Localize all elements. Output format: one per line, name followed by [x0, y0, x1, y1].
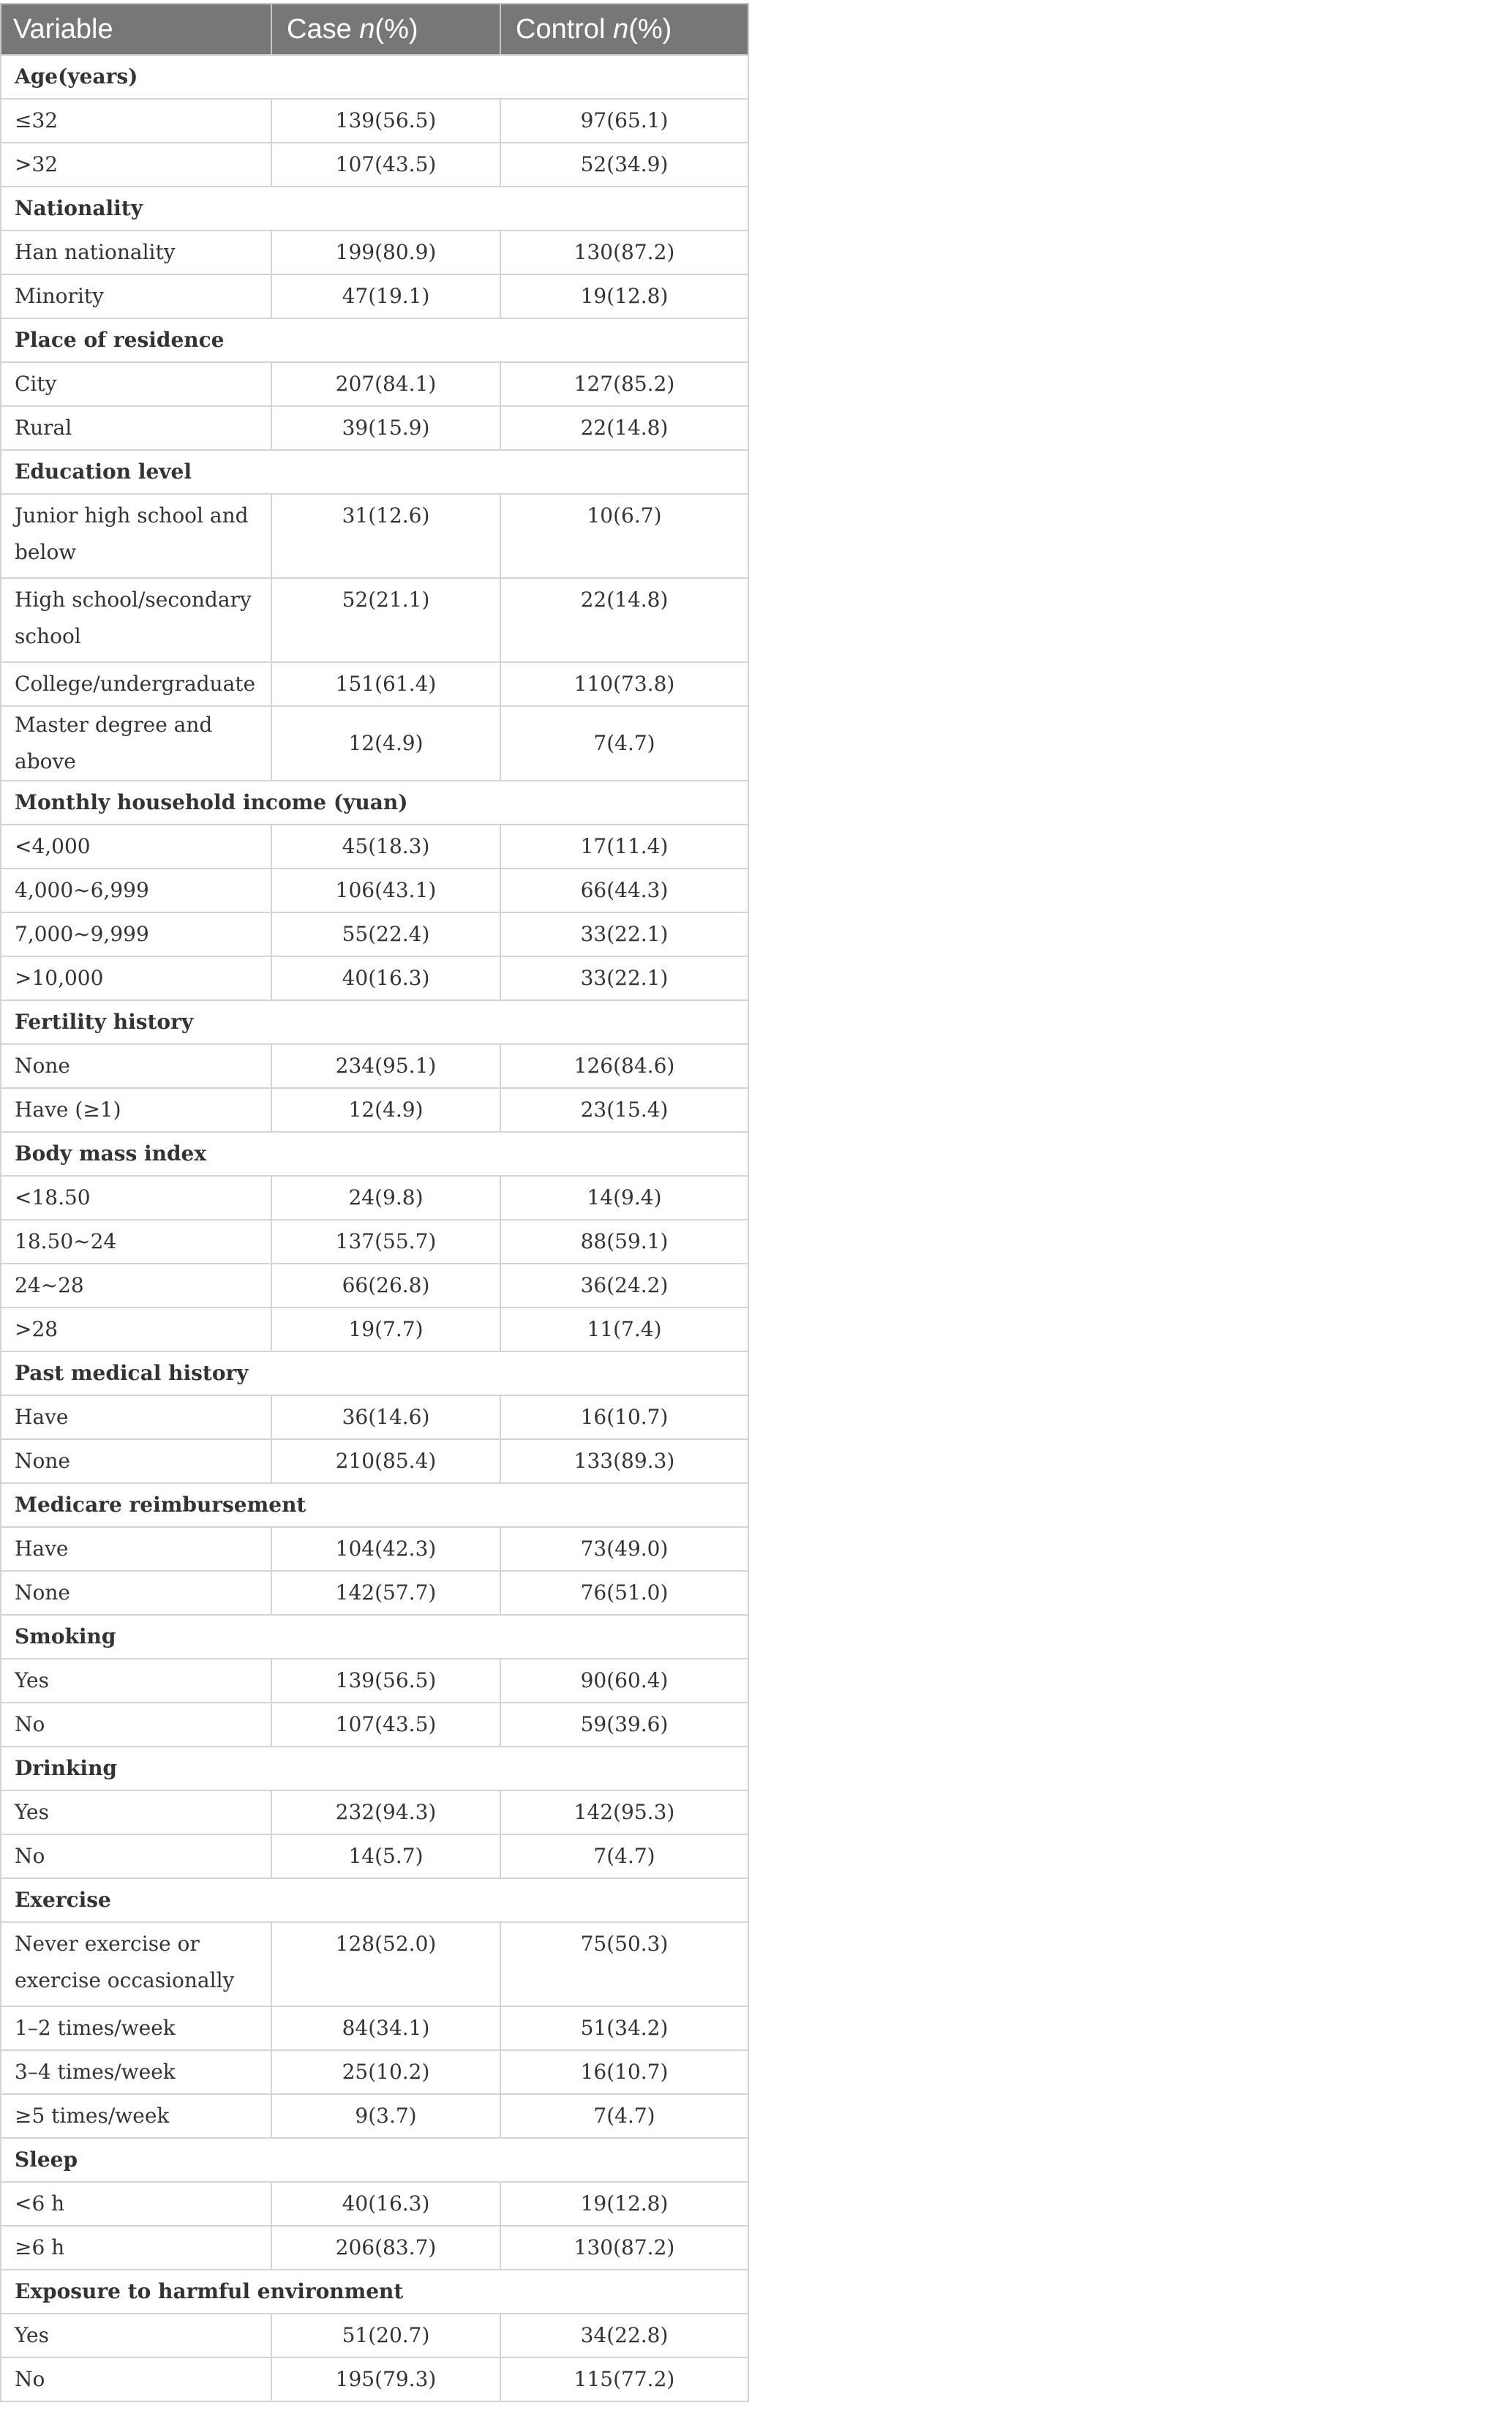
group-header-row — [1, 1132, 748, 1176]
control-cell: 73(49.0) — [500, 1527, 748, 1571]
variable-cell: No — [1, 2357, 271, 2401]
variable-cell: Yes — [1, 1659, 271, 1703]
table-row — [1, 578, 748, 662]
variable-cell: No — [1, 1703, 271, 1747]
control-cell: 36(24.2) — [500, 1264, 748, 1308]
case-cell: 24(9.8) — [271, 1176, 500, 1220]
header-control — [500, 4, 748, 55]
control-cell: 14(9.4) — [500, 1176, 748, 1220]
case-cell: 207(84.1) — [271, 362, 500, 406]
table-row — [1, 869, 748, 912]
table-row — [1, 143, 748, 187]
table-row — [1, 2357, 748, 2401]
header-case-n: n — [359, 13, 375, 45]
case-cell: 52(21.1) — [271, 578, 500, 662]
case-cell: 12(4.9) — [271, 1088, 500, 1132]
group-header-row — [1, 2270, 748, 2314]
control-cell: 7(4.7) — [500, 1834, 748, 1878]
variable-cell: College/undergraduate — [1, 662, 271, 706]
case-cell: 66(26.8) — [271, 1264, 500, 1308]
table-row — [1, 230, 748, 274]
control-cell: 52(34.9) — [500, 143, 748, 187]
header-control-pct: (%) — [628, 13, 672, 45]
control-cell: 51(34.2) — [500, 2006, 748, 2050]
group-header-row — [1, 2138, 748, 2182]
control-cell: 110(73.8) — [500, 662, 748, 706]
group-header-row — [1, 1747, 748, 1790]
control-cell: 7(4.7) — [500, 2094, 748, 2138]
table-row — [1, 1527, 748, 1571]
table-row — [1, 1659, 748, 1703]
case-cell: 142(57.7) — [271, 1571, 500, 1615]
control-cell: 130(87.2) — [500, 230, 748, 274]
variable-cell: Rural — [1, 406, 271, 450]
case-cell: 84(34.1) — [271, 2006, 500, 2050]
group-header-row — [1, 1351, 748, 1395]
case-cell: 14(5.7) — [271, 1834, 500, 1878]
table-row — [1, 1834, 748, 1878]
case-cell: 36(14.6) — [271, 1395, 500, 1439]
control-cell: 127(85.2) — [500, 362, 748, 406]
control-cell: 33(22.1) — [500, 956, 748, 1000]
case-cell: 47(19.1) — [271, 274, 500, 318]
case-cell: 39(15.9) — [271, 406, 500, 450]
control-cell: 17(11.4) — [500, 825, 748, 869]
group-header-row — [1, 318, 748, 362]
variable-cell: Have — [1, 1527, 271, 1571]
variable-cell: No — [1, 1834, 271, 1878]
control-cell: 76(51.0) — [500, 1571, 748, 1615]
case-cell: 139(56.5) — [271, 99, 500, 143]
control-cell: 19(12.8) — [500, 274, 748, 318]
control-cell: 22(14.8) — [500, 578, 748, 662]
control-cell: 23(15.4) — [500, 1088, 748, 1132]
control-cell: 142(95.3) — [500, 1790, 748, 1834]
group-header-row — [1, 1000, 748, 1044]
variable-cell: >28 — [1, 1308, 271, 1351]
control-cell: 126(84.6) — [500, 1044, 748, 1088]
group-title: Medicare reimbursement — [1, 1483, 748, 1527]
case-cell: 232(94.3) — [271, 1790, 500, 1834]
case-cell: 9(3.7) — [271, 2094, 500, 2138]
control-cell: 10(6.7) — [500, 494, 748, 578]
variable-cell: >32 — [1, 143, 271, 187]
control-cell: 22(14.8) — [500, 406, 748, 450]
data-table — [0, 3, 749, 2402]
case-cell: 31(12.6) — [271, 494, 500, 578]
case-cell: 139(56.5) — [271, 1659, 500, 1703]
header-case-label: Case — [287, 13, 360, 45]
variable-cell: 18.50~24 — [1, 1220, 271, 1264]
case-cell: 195(79.3) — [271, 2357, 500, 2401]
table-row — [1, 362, 748, 406]
case-cell: 206(83.7) — [271, 2226, 500, 2270]
header-variable: Variable — [1, 4, 271, 55]
table-row — [1, 2182, 748, 2226]
variable-cell: None — [1, 1044, 271, 1088]
group-title: Drinking — [1, 1747, 748, 1790]
case-cell: 128(52.0) — [271, 1922, 500, 2006]
case-cell: 107(43.5) — [271, 1703, 500, 1747]
case-cell: 106(43.1) — [271, 869, 500, 912]
table-row — [1, 2094, 748, 2138]
table-row — [1, 406, 748, 450]
group-title: Sleep — [1, 2138, 748, 2182]
group-title: Age(years) — [1, 55, 748, 99]
case-cell: 40(16.3) — [271, 956, 500, 1000]
table-row — [1, 1044, 748, 1088]
variable-cell: None — [1, 1439, 271, 1483]
header-case-pct: (%) — [375, 13, 418, 45]
table-row — [1, 1220, 748, 1264]
table-row — [1, 1176, 748, 1220]
group-header-row — [1, 1615, 748, 1659]
case-cell: 45(18.3) — [271, 825, 500, 869]
table-row — [1, 494, 748, 578]
variable-cell: Han nationality — [1, 230, 271, 274]
header-control-n: n — [613, 13, 629, 45]
header-row — [1, 4, 748, 55]
variable-cell: Yes — [1, 2314, 271, 2357]
variable-cell: Junior high school and below — [1, 494, 271, 578]
group-title: Fertility history — [1, 1000, 748, 1044]
table-row — [1, 2226, 748, 2270]
variable-cell: Yes — [1, 1790, 271, 1834]
group-header-row — [1, 1878, 748, 1922]
case-cell: 25(10.2) — [271, 2050, 500, 2094]
control-cell: 19(12.8) — [500, 2182, 748, 2226]
case-cell: 151(61.4) — [271, 662, 500, 706]
table-row — [1, 1571, 748, 1615]
group-title: Smoking — [1, 1615, 748, 1659]
group-title: Monthly household income (yuan) — [1, 781, 748, 825]
control-cell: 59(39.6) — [500, 1703, 748, 1747]
case-cell: 234(95.1) — [271, 1044, 500, 1088]
control-cell: 16(10.7) — [500, 1395, 748, 1439]
control-cell: 130(87.2) — [500, 2226, 748, 2270]
control-cell: 133(89.3) — [500, 1439, 748, 1483]
control-cell: 88(59.1) — [500, 1220, 748, 1264]
table-row — [1, 662, 748, 706]
case-cell: 40(16.3) — [271, 2182, 500, 2226]
table-row — [1, 99, 748, 143]
table-body — [1, 55, 748, 2401]
case-cell: 55(22.4) — [271, 912, 500, 956]
case-cell: 12(4.9) — [271, 706, 500, 781]
group-title: Body mass index — [1, 1132, 748, 1176]
variable-cell: ≥5 times/week — [1, 2094, 271, 2138]
variable-cell: Have — [1, 1395, 271, 1439]
control-cell: 97(65.1) — [500, 99, 748, 143]
table-row — [1, 1395, 748, 1439]
group-header-row — [1, 187, 748, 230]
control-cell: 75(50.3) — [500, 1922, 748, 2006]
case-cell: 199(80.9) — [271, 230, 500, 274]
table-row — [1, 2006, 748, 2050]
variable-cell: <18.50 — [1, 1176, 271, 1220]
variable-cell: Have (≥1) — [1, 1088, 271, 1132]
variable-cell: Master degree and above — [1, 706, 271, 781]
case-cell: 107(43.5) — [271, 143, 500, 187]
group-header-row — [1, 781, 748, 825]
table-row — [1, 912, 748, 956]
table-row — [1, 825, 748, 869]
group-title: Past medical history — [1, 1351, 748, 1395]
table-row — [1, 1703, 748, 1747]
variable-cell: None — [1, 1571, 271, 1615]
variable-cell: Never exercise or exercise occasionally — [1, 1922, 271, 2006]
control-cell: 115(77.2) — [500, 2357, 748, 2401]
case-cell: 104(42.3) — [271, 1527, 500, 1571]
group-title: Education level — [1, 450, 748, 494]
group-title: Exercise — [1, 1878, 748, 1922]
variable-cell: High school/secondary school — [1, 578, 271, 662]
control-cell: 34(22.8) — [500, 2314, 748, 2357]
table-row — [1, 956, 748, 1000]
table-row — [1, 1922, 748, 2006]
control-cell: 66(44.3) — [500, 869, 748, 912]
table-row — [1, 1264, 748, 1308]
table-row — [1, 1439, 748, 1483]
control-cell: 16(10.7) — [500, 2050, 748, 2094]
variable-cell: 24~28 — [1, 1264, 271, 1308]
group-header-row — [1, 1483, 748, 1527]
table-row — [1, 2050, 748, 2094]
control-cell: 11(7.4) — [500, 1308, 748, 1351]
case-cell: 19(7.7) — [271, 1308, 500, 1351]
table-row — [1, 1308, 748, 1351]
table-row — [1, 274, 748, 318]
header-control-label: Control — [516, 13, 614, 45]
variable-cell: 1–2 times/week — [1, 2006, 271, 2050]
table-row — [1, 1790, 748, 1834]
group-header-row — [1, 55, 748, 99]
group-header-row — [1, 450, 748, 494]
variable-cell: ≥6 h — [1, 2226, 271, 2270]
group-title: Place of residence — [1, 318, 748, 362]
variable-cell: City — [1, 362, 271, 406]
variable-cell: 4,000~6,999 — [1, 869, 271, 912]
variable-cell: 7,000~9,999 — [1, 912, 271, 956]
variable-cell: <4,000 — [1, 825, 271, 869]
group-title: Exposure to harmful environment — [1, 2270, 748, 2314]
control-cell: 7(4.7) — [500, 706, 748, 781]
case-cell: 137(55.7) — [271, 1220, 500, 1264]
group-title: Nationality — [1, 187, 748, 230]
variable-cell: Minority — [1, 274, 271, 318]
table-row — [1, 1088, 748, 1132]
case-cell: 210(85.4) — [271, 1439, 500, 1483]
variable-cell: <6 h — [1, 2182, 271, 2226]
variable-cell: 3–4 times/week — [1, 2050, 271, 2094]
header-case — [271, 4, 500, 55]
control-cell: 90(60.4) — [500, 1659, 748, 1703]
table-row — [1, 2314, 748, 2357]
control-cell: 33(22.1) — [500, 912, 748, 956]
variable-cell: ≤32 — [1, 99, 271, 143]
case-cell: 51(20.7) — [271, 2314, 500, 2357]
variable-cell: >10,000 — [1, 956, 271, 1000]
table-row — [1, 706, 748, 781]
